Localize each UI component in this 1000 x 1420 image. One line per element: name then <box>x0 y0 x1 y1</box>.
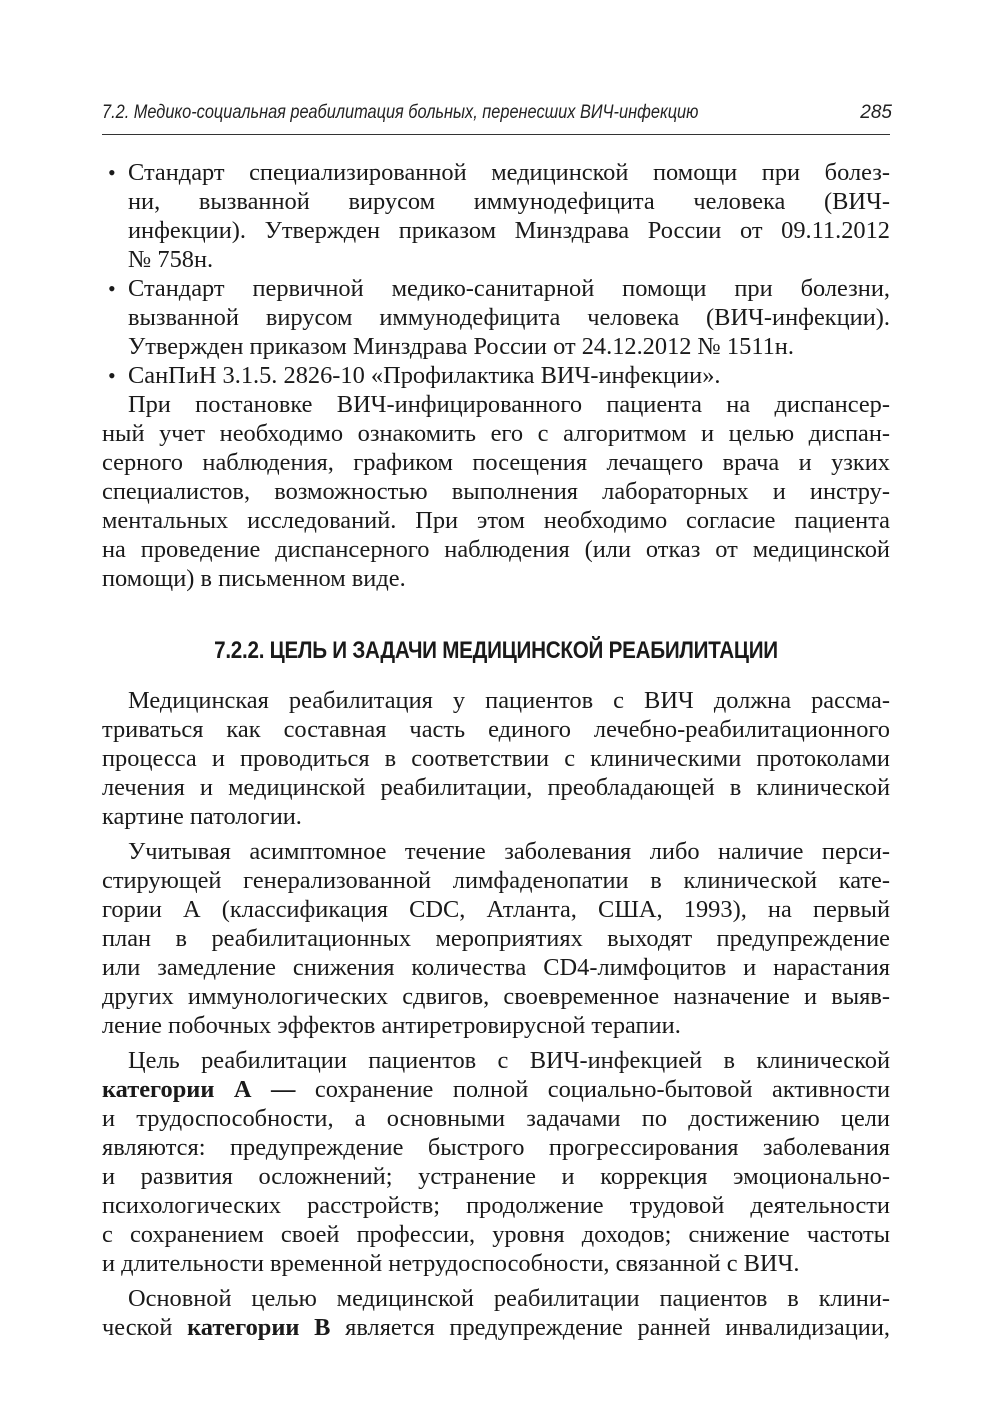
text-line: и развития осложнений; устранение и коррекция эмоционально- <box>102 1163 890 1190</box>
paragraph <box>102 1284 890 1342</box>
text-line: или замедление снижения количества CD4-лимфоцитов и нарастания <box>102 954 890 981</box>
running-title: 7.2. Медико-социальная реабилитация больных, перенесших ВИЧ-инфекцию <box>102 102 699 123</box>
paragraph <box>102 1046 890 1278</box>
list-item <box>102 274 890 361</box>
text-line: процесса и проводиться в соответствии с клиническими протоколами <box>102 745 890 772</box>
text-line: вызванной вирусом иммунодефицита человека (ВИЧ-инфекции). <box>128 304 890 331</box>
text-line: и длительности временной нетрудоспособности, связанной с ВИЧ. <box>102 1250 800 1277</box>
text-line: Цель реабилитации пациентов с ВИЧ-инфекцией в клинической <box>128 1047 890 1074</box>
header-rule <box>102 134 890 135</box>
text-line: с сохранением своей профессии, уровня доходов; снижение частоты <box>102 1221 890 1248</box>
text-line: специалистов, возможностью выполнения лабораторных и инстру- <box>102 478 890 505</box>
text-line: Основной целью медицинской реабилитации пациентов в клини- <box>128 1285 890 1312</box>
text-line: Учитывая асимптомное течение заболевания либо наличие перси- <box>128 838 890 865</box>
text-line: психологических расстройств; продолжение трудовой деятельности <box>102 1192 890 1219</box>
list-item <box>102 361 890 390</box>
text-line: ни, вызванной вирусом иммунодефицита человека (ВИЧ- <box>128 188 890 215</box>
bold-term: категории А — <box>102 1076 296 1103</box>
text-line: картине патологии. <box>102 803 302 830</box>
text-line: гории А (классификация CDC, Атланта, США, 1993), на первый <box>102 896 890 923</box>
text-line: стирующей генерализованной лимфаденопатии в клинической кате- <box>102 867 890 894</box>
text-line: являются: предупреждение быстрого прогрессирования заболевания <box>102 1134 890 1161</box>
bullet-icon: • <box>108 363 116 388</box>
text-span: сохранение полной социально-бытовой активности <box>295 1076 890 1103</box>
text-span: ческой <box>102 1314 188 1341</box>
text-line: лечения и медицинской реабилитации, преобладающей в клинической <box>102 774 890 801</box>
main-text <box>102 158 890 1342</box>
text-line: инфекции). Утвержден приказом Минздрава России от 09.11.2012 <box>128 217 890 244</box>
text-line: Стандарт первичной медико-санитарной помощи при болезни, <box>128 275 890 302</box>
text-line: других иммунологических сдвигов, своевременное назначение и выяв- <box>102 983 890 1010</box>
text-line: серного наблюдения, графиком посещения лечащего врача и узких <box>102 449 890 476</box>
text-line: план в реабилитационных мероприятиях выходят предупреждение <box>102 925 890 952</box>
text-line: № 758н. <box>128 246 214 273</box>
page-number: 285 <box>860 102 892 123</box>
text-line <box>102 1313 890 1342</box>
text-line: При постановке ВИЧ-инфицированного пациента на диспансер- <box>128 391 890 418</box>
text-line: на проведение диспансерного наблюдения (или отказ от медицинской <box>102 536 890 563</box>
bullet-icon: • <box>108 276 116 301</box>
bullet-icon: • <box>108 160 116 185</box>
paragraph <box>102 686 890 831</box>
text-line: помощи) в письменном виде. <box>102 565 406 592</box>
text-line: ный учет необходимо ознакомить его с алгоритмом и целью диспан- <box>102 420 890 447</box>
section-heading: 7.2.2. ЦЕЛЬ И ЗАДАЧИ МЕДИЦИНСКОЙ РЕАБИЛИТАЦИИ <box>214 637 778 664</box>
text-line: Медицинская реабилитация у пациентов с ВИЧ должна рассма- <box>128 687 890 714</box>
text-line: и трудоспособности, а основными задачами по достижению цели <box>102 1105 890 1132</box>
text-line: триваться как составная часть единого лечебно-реабилитационного <box>102 716 890 743</box>
text-span: является предупреждение ранней инвалидизации, <box>330 1314 890 1341</box>
list-item <box>102 158 890 274</box>
text-line <box>102 1075 890 1104</box>
text-line: ментальных исследований. При этом необходимо согласие пациента <box>102 507 890 534</box>
text-line: СанПиН 3.1.5. 2826-10 «Профилактика ВИЧ-инфекции». <box>128 362 721 389</box>
paragraph <box>102 390 890 593</box>
text-line: ление побочных эффектов антиретровирусной терапии. <box>102 1012 681 1039</box>
paragraph <box>102 837 890 1040</box>
standards-list <box>102 158 890 390</box>
text-line: Утвержден приказом Минздрава России от 24.12.2012 № 1511н. <box>128 333 794 360</box>
text-line: Стандарт специализированной медицинской помощи при болез- <box>128 159 890 186</box>
bold-term: категории В <box>187 1314 331 1341</box>
